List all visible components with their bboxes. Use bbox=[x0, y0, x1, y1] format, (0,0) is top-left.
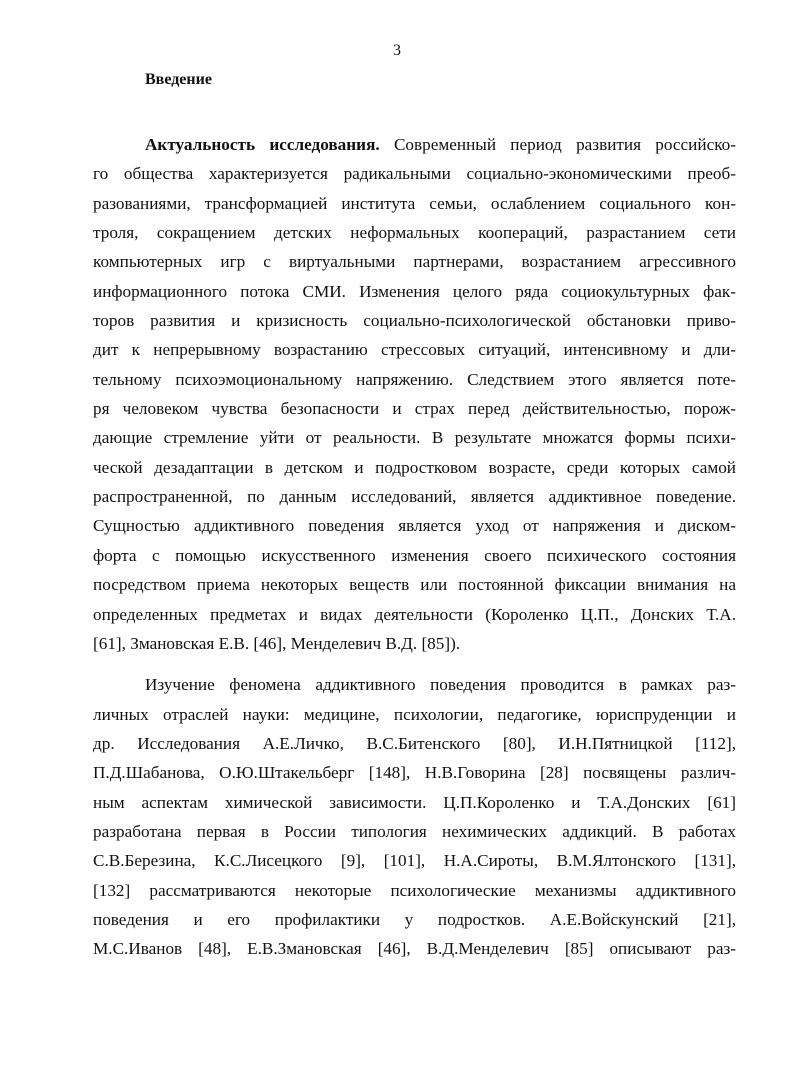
paragraph-2-line: [132] рассматриваются некоторые психологические механизмы аддиктивного bbox=[93, 880, 736, 900]
paragraph-2-line: Изучение феномена аддиктивного поведения проводится в рамках раз- bbox=[145, 675, 736, 695]
paragraph-2-line: М.С.Иванов [48], Е.В.Змановская [46], В.Д.Менделевич [85] описывают раз- bbox=[93, 939, 736, 959]
paragraph-2-line: личных отраслей науки: медицине, психологии, педагогике, юриспруденции и bbox=[93, 704, 736, 724]
lead-bold-phrase: Актуальность исследования. bbox=[145, 135, 380, 154]
paragraph-2-line: поведения и его профилактики у подростков. А.Е.Войскунский [21], bbox=[93, 909, 736, 929]
paragraph-2-line: разработана первая в России типология нехимических аддикций. В работах bbox=[93, 821, 736, 841]
paragraph-1-line: го общества характеризуется радикальными социально-экономическими преоб- bbox=[93, 164, 736, 184]
section-title: Введение bbox=[145, 71, 212, 88]
line-text: Современный период развития российско- bbox=[379, 135, 736, 154]
paragraph-1-line: [61], Змановская Е.В. [46], Менделевич В.Д. [85]). bbox=[93, 633, 461, 653]
paragraph-1-line: разованиями, трансформацией института семьи, ослаблением социального кон- bbox=[93, 193, 736, 213]
paragraph-1-line: ря человеком чувства безопасности и страх перед действительностью, порож- bbox=[93, 399, 736, 419]
body-text bbox=[93, 130, 736, 964]
paragraph-1-line: тельному психоэмоциональному напряжению. Следствием этого является поте- bbox=[93, 369, 736, 389]
paragraph-gap bbox=[93, 658, 736, 670]
paragraph-1-line: определенных предметах и видах деятельности (Короленко Ц.П., Донских Т.А. bbox=[93, 604, 736, 624]
paragraph-2-line: др. Исследования А.Е.Личко, В.С.Битенского [80], И.Н.Пятницкой [112], bbox=[93, 733, 736, 753]
paragraph-1-line: Сущностью аддиктивного поведения является уход от напряжения и диском- bbox=[93, 516, 736, 536]
paragraph-1-line: дит к непрерывному возрастанию стрессовых ситуаций, интенсивному и дли- bbox=[93, 340, 736, 360]
paragraph-1-line: ческой дезадаптации в детском и подростковом возрасте, среди которых самой bbox=[93, 457, 736, 477]
paragraph-1-line: троля, сокращением детских неформальных коопераций, разрастанием сети bbox=[93, 223, 736, 243]
paragraph-1-line: форта с помощью искусственного изменения своего психического состояния bbox=[93, 545, 736, 565]
paragraph-2-line: ным аспектам химической зависимости. Ц.П.Короленко и Т.А.Донских [61] bbox=[93, 792, 736, 812]
paragraph-1-line: информационного потока СМИ. Изменения целого ряда социокультурных фак- bbox=[93, 281, 736, 301]
paragraph-1-line: распространенной, по данным исследований, является аддиктивное поведение. bbox=[93, 487, 736, 507]
paragraph-2-line: П.Д.Шабанова, О.Ю.Штакельберг [148], Н.В.Говорина [28] посвящены различ- bbox=[93, 763, 736, 783]
paragraph-1-line: посредством приема некоторых веществ или постоянной фиксации внимания на bbox=[93, 575, 736, 595]
paragraph-2-line: С.В.Березина, К.С.Лисецкого [9], [101], Н.А.Сироты, В.М.Ялтонского [131], bbox=[93, 851, 736, 871]
paragraph-1-line: компьютерных игр с виртуальными партнерами, возрастанием агрессивного bbox=[93, 252, 736, 272]
paragraph-1-line: дающие стремление уйти от реальности. В результате множатся формы психи- bbox=[93, 428, 736, 448]
page-number: 3 bbox=[393, 42, 401, 59]
paragraph-1-line bbox=[93, 130, 736, 159]
paragraph-1-line: торов развития и кризисность социально-психологической обстановки приво- bbox=[93, 311, 736, 331]
